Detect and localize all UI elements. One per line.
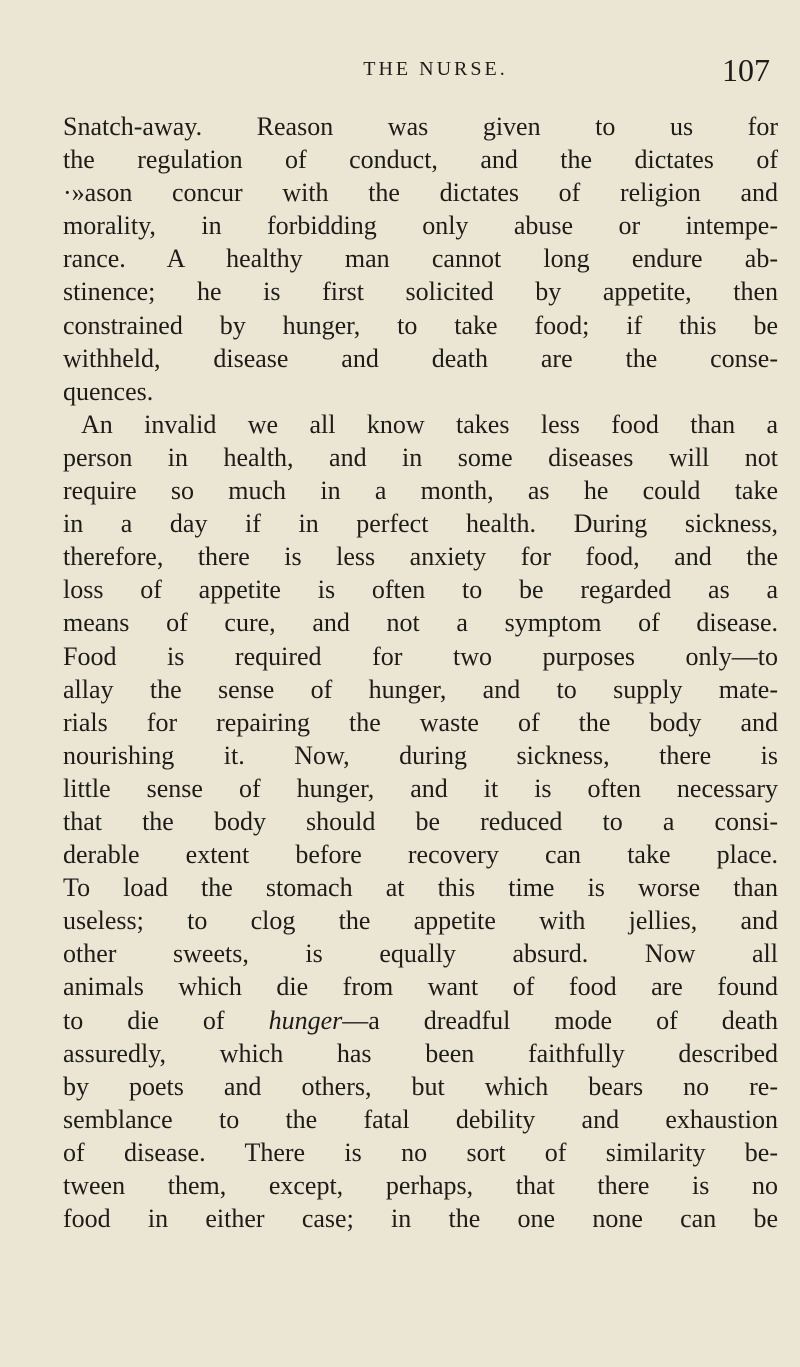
text-line: person in health, and in some diseases will not (63, 442, 778, 472)
text-line: that the body should be reduced to a consi- (63, 806, 778, 836)
body-text (63, 110, 778, 1235)
running-head-title: THE NURSE. (363, 58, 508, 80)
text-line: To load the stomach at this time is worse than (63, 873, 778, 903)
page-number: 107 (722, 52, 770, 88)
text-line: quences. (63, 376, 154, 406)
text-line: loss of appetite is often to be regarded as a (63, 575, 778, 605)
text-line: withheld, disease and death are the conse- (63, 343, 778, 373)
text-line: animals which die from want of food are found (63, 972, 778, 1002)
text-line: the regulation of conduct, and the dictates of (63, 145, 778, 175)
text-line: assuredly, which has been faithfully described (63, 1038, 778, 1068)
text-line: other sweets, is equally absurd. Now all (63, 939, 778, 969)
text-line: food in either case; in the one none can be (63, 1204, 778, 1234)
text-line: ·»ason concur with the dictates of religion and (63, 178, 778, 208)
text-line: Food is required for two purposes only—to (63, 641, 778, 671)
text-line: stinence; he is first solicited by appetite, then (63, 277, 778, 307)
text-line: by poets and others, but which bears no re- (63, 1071, 778, 1101)
text-line: rance. A healthy man cannot long endure ab- (63, 244, 778, 274)
text-line: tween them, except, perhaps, that there is no (63, 1171, 778, 1200)
italic-word: hunger (268, 1005, 343, 1035)
text-line: therefore, there is less anxiety for food, and the (63, 542, 778, 572)
text-line: little sense of hunger, and it is often necessary (63, 773, 778, 803)
text-line: nourishing it. Now, during sickness, there is (63, 740, 778, 770)
page-header (63, 52, 778, 88)
text-line: semblance to the fatal debility and exhaustion (63, 1104, 778, 1134)
text-line: derable extent before recovery can take place. (63, 840, 778, 870)
text-line-with-emphasis (63, 1004, 778, 1037)
text-line: require so much in a month, as he could take (63, 476, 778, 506)
text-line: in a day if in perfect health. During sickness, (63, 509, 778, 539)
text-line: constrained by hunger, to take food; if this be (63, 310, 778, 340)
text-line: rials for repairing the waste of the body and (63, 707, 778, 737)
text-line: of disease. There is no sort of similarity be- (63, 1137, 778, 1167)
text-line: morality, in forbidding only abuse or intempe- (63, 211, 778, 241)
line-start-text: to die of (63, 1005, 269, 1035)
text-line: useless; to clog the appetite with jellies, and (63, 906, 778, 936)
text-line: means of cure, and not a symptom of disease. (63, 608, 778, 638)
text-line: Snatch-away. Reason was given to us for (63, 112, 778, 141)
line-end-text: —a dreadful mode of death (342, 1005, 778, 1035)
paragraph-start-line: An invalid we all know takes less food than a (81, 409, 778, 439)
text-line: allay the sense of hunger, and to supply mate- (63, 674, 778, 704)
